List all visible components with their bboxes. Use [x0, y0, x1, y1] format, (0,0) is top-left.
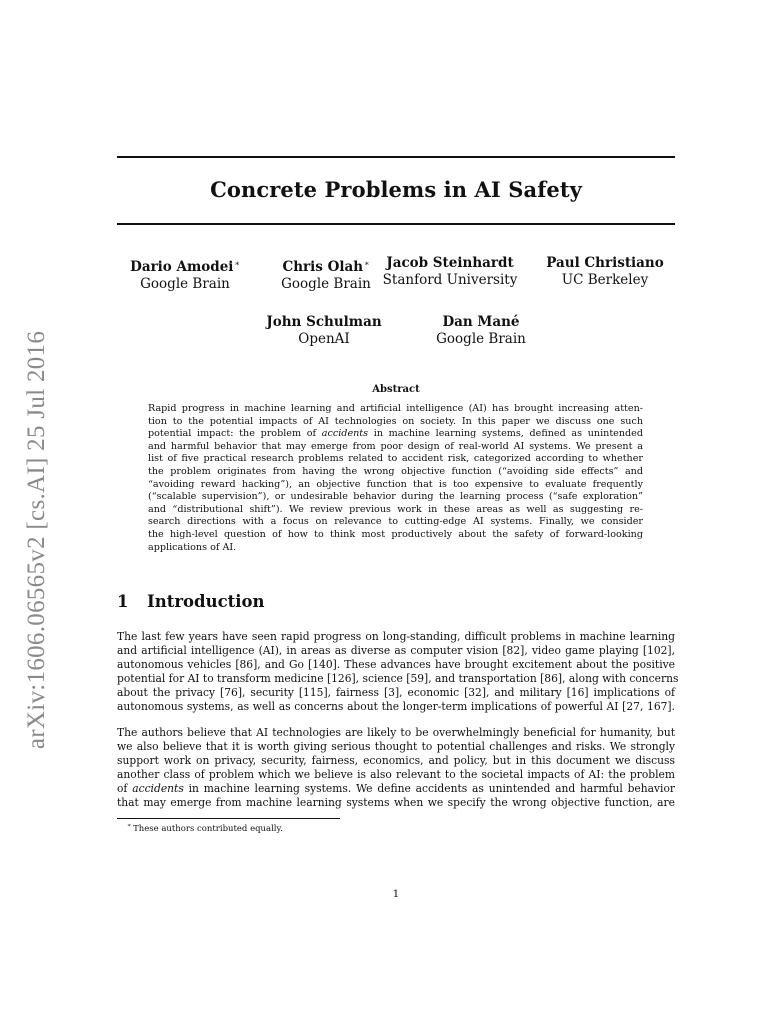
body-line: another class of problem which we believe is also relevant to the societal impacts of AI: the problem [117, 768, 675, 782]
abstract-heading: Abstract [372, 384, 420, 395]
page-number: 1 [392, 888, 400, 900]
body-line: autonomous systems, as well as concerns about the longer-term implications of powerful AI [27, 167]. [117, 700, 675, 714]
abstract-line: list of five practical research problems related to accident risk, categorized according to whether [148, 453, 643, 465]
author-name: Dan Mané [442, 314, 520, 330]
footnote-rule [117, 818, 340, 819]
abstract-line: and “distributional shift”). We review previous work in these areas as well as suggesting re- [148, 503, 643, 515]
title-bottom-rule [117, 223, 675, 225]
abstract-line: the high-level question of how to think most productively about the safety of forward-looking [148, 528, 643, 540]
section-title: Introduction [147, 592, 265, 611]
author-affiliation: Google Brain [281, 276, 371, 292]
footnote-mark: ∗ [127, 822, 132, 829]
body-line: that may emerge from machine learning systems when we specify the wrong objective function, are [117, 796, 675, 810]
author-name: Chris Olah∗ [282, 259, 370, 275]
author-block [541, 255, 669, 289]
footnote-text: These authors contributed equally. [133, 824, 283, 834]
author-block [429, 314, 533, 348]
author-name: Paul Christiano [546, 255, 664, 271]
emphasis-accidents: accidents [321, 428, 369, 440]
abstract-body [148, 403, 643, 554]
body-line: potential for AI to transform medicine [126], science [59], and transportation [86], along with concerns [117, 672, 679, 686]
abstract-line: the problem originates from having the wrong objective function (“avoiding side effects” and [148, 465, 643, 477]
body-line: about the privacy [76], security [115], fairness [3], economic [32], and military [16] implications of [117, 686, 675, 700]
abstract-line: Rapid progress in machine learning and artificial intelligence (AI) has brought increasing atten- [148, 403, 643, 414]
abstract-line: applications of AI. [148, 541, 237, 553]
author-affiliation: OpenAI [298, 331, 350, 347]
section-heading-introduction [117, 592, 265, 611]
body-line: support work on privacy, security, fairness, economics, and policy, but in this document we discuss [117, 754, 675, 768]
emphasis-accidents: accidents [132, 782, 184, 796]
footnote [127, 822, 283, 834]
authors-row-2 [117, 314, 675, 354]
author-block [261, 314, 387, 348]
author-affiliation: Google Brain [436, 331, 526, 347]
body-line: of accidents in machine learning systems. We define accidents as unintended and harmful behavior [117, 782, 676, 796]
abstract-line: tion to the potential impacts of AI technologies on society. In this paper we discuss one such [148, 415, 643, 427]
abstract-line: search directions with a focus on relevance to cutting-edge AI systems. Finally, we consider [148, 516, 643, 528]
body-line: The authors believe that AI technologies are likely to be overwhelmingly beneficial for humanity, but [117, 726, 675, 739]
author-affiliation: Stanford University [382, 272, 518, 288]
authors-row-1 [117, 255, 675, 295]
arxiv-identifier-text: arXiv:1606.06565v2 [cs.AI] 25 Jul 2016 [23, 330, 50, 750]
abstract-line: and harmful behavior that may emerge from poor design of real-world AI systems. We present a [148, 440, 643, 452]
author-block [381, 255, 519, 289]
body-paragraph [117, 630, 679, 715]
body-paragraph [117, 726, 675, 811]
author-block [117, 255, 253, 293]
body-line: The last few years have seen rapid progress on long-standing, difficult problems in machine learning [117, 630, 675, 643]
section-number: 1 [117, 592, 129, 611]
title-top-rule [117, 156, 675, 158]
author-block [261, 255, 391, 293]
abstract-line: potential impact: the problem of accidents in machine learning systems, defined as unintended [148, 428, 644, 440]
abstract-line: “avoiding reward hacking”), an objective function that is too expensive to evaluate frequently [148, 478, 643, 490]
author-name: Dario Amodei∗ [130, 259, 240, 275]
body-line: autonomous vehicles [86], and Go [140]. These advances have brought excitement about the positive [117, 658, 675, 672]
body-line: we also believe that it is worth giving serious thought to potential challenges and risks. We strongly [117, 740, 675, 754]
paper-title: Concrete Problems in AI Safety [210, 177, 582, 202]
author-affiliation: UC Berkeley [561, 272, 649, 288]
author-name: Jacob Steinhardt [386, 255, 514, 271]
abstract-line: (“scalable supervision”), or undesirable behavior during the learning process (“safe exploration” [148, 491, 643, 503]
author-affiliation: Google Brain [140, 276, 230, 292]
author-name: John Schulman [266, 314, 382, 330]
body-line: and artificial intelligence (AI), in areas as diverse as computer vision [82], video game playing [102], [117, 644, 675, 658]
